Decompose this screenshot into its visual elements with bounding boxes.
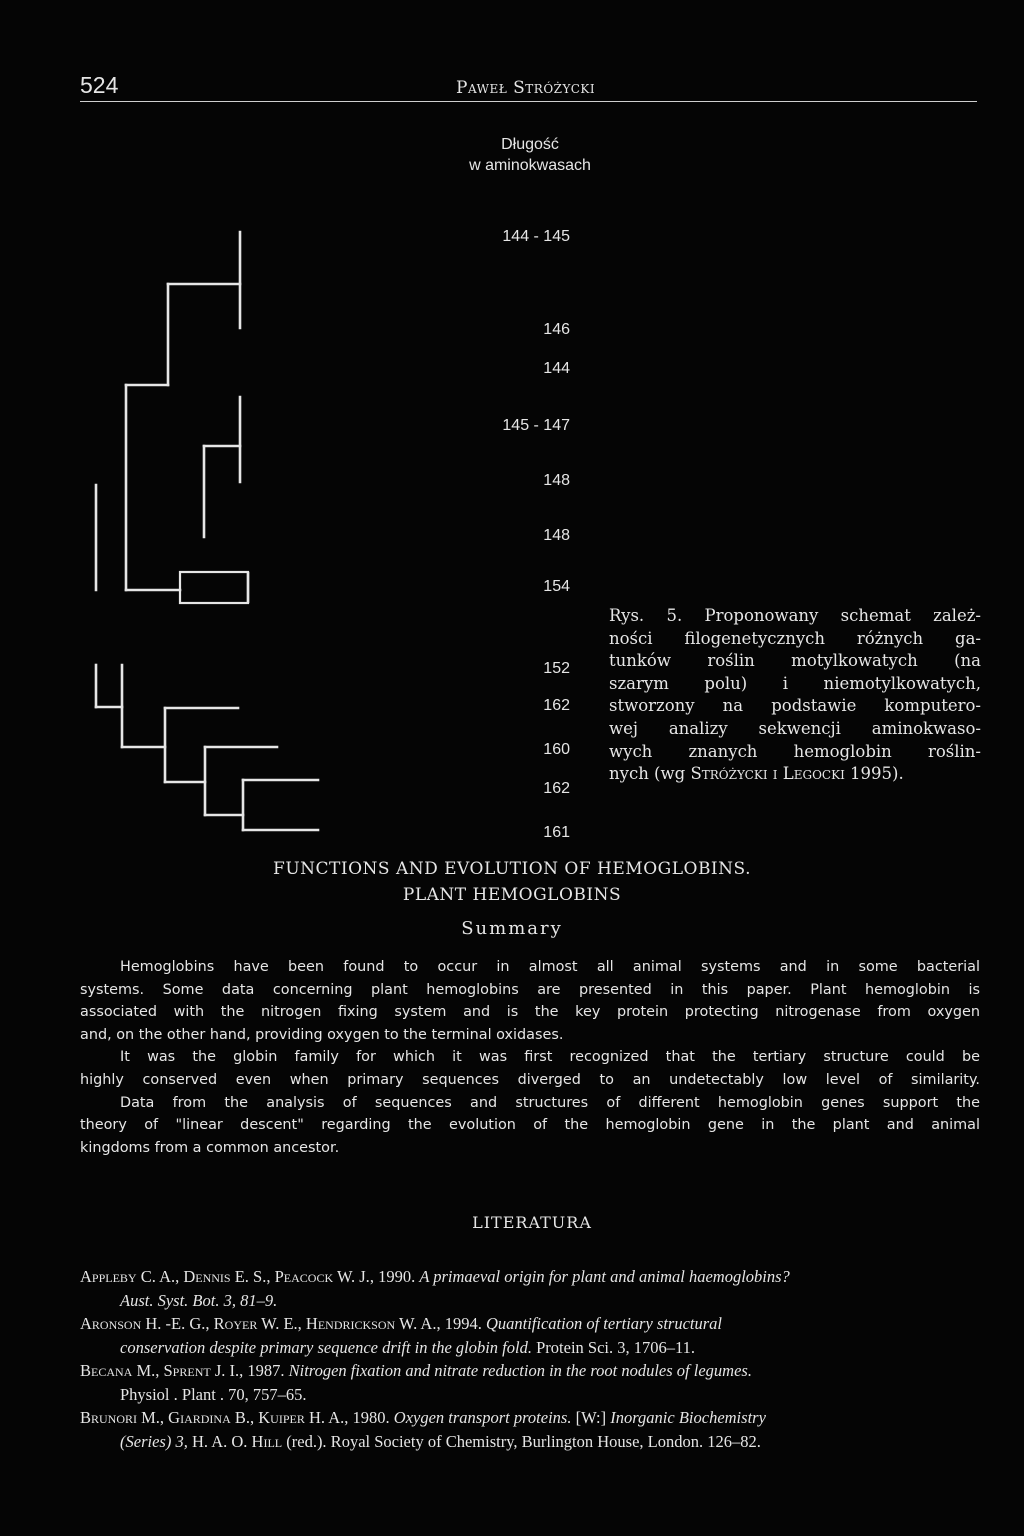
reference-title: Quantification of tertiary structural	[485, 1314, 722, 1333]
length-label: 145 - 147	[502, 417, 570, 434]
page-number: 524	[80, 72, 119, 98]
caption-line: ności filogenetycznych różnych ga-	[609, 628, 981, 648]
caption-line: szarym polu) i niemotylkowatych,	[609, 673, 981, 693]
reference-item	[80, 1359, 980, 1406]
reference-source: Physiol . Plant . 70, 757–65.	[120, 1384, 307, 1404]
reference-year: , 1987.	[239, 1361, 289, 1380]
running-head-author: Paweł Stróżycki	[456, 78, 596, 98]
reference-series: (Series) 3,	[120, 1431, 188, 1451]
reference-title-cont: conservation despite primary sequence drift in the globin fold.	[120, 1337, 532, 1357]
summary-line: associated with the nitrogen fixing system and is the key protein protecting nitrogenase from oxygen	[80, 1004, 980, 1021]
reference-line	[80, 1359, 980, 1383]
reference-source: Aust. Syst. Bot. 3, 81–9.	[120, 1290, 278, 1310]
summary-line: Data from the analysis of sequences and structures of different hemoglobin genes support the	[120, 1094, 980, 1111]
reference-item	[80, 1406, 980, 1453]
reference-line	[80, 1312, 980, 1336]
length-label: 154	[543, 578, 570, 595]
reference-list	[80, 1265, 980, 1453]
length-label: 144	[543, 360, 570, 377]
length-column-title-line1: Długość	[501, 136, 559, 153]
summary-subtitle: Summary	[461, 918, 563, 939]
reference-source-tail: (red.). Royal Society of Chemistry, Burlington House, London. 126–82.	[282, 1431, 761, 1451]
summary-line: It was the globin family for which it was first recognized that the tertiary structure could be	[120, 1049, 980, 1066]
summary-title-line2: PLANT HEMOGLOBINS	[402, 885, 622, 905]
summary-line: theory of "linear descent" regarding the evolution of the hemoglobin gene in the plant and animal	[80, 1117, 980, 1134]
summary-line: kingdoms from a common ancestor.	[80, 1139, 340, 1156]
caption-authors: Stróżycki i Legocki	[690, 764, 845, 784]
summary-line: highly conserved even when primary sequences diverged to an undetectably low level of similarity.	[80, 1071, 980, 1088]
length-label: 148	[543, 472, 570, 489]
length-label: 144 - 145	[502, 228, 570, 245]
caption-line: stworzony na podstawie komputero-	[609, 696, 981, 716]
reference-line	[80, 1406, 980, 1430]
literature-title: LITERATURA	[472, 1213, 592, 1232]
reference-authors: Brunori M., Giardina B., Kuiper H. A.	[80, 1408, 345, 1427]
length-label: 146	[543, 321, 570, 338]
caption-line: Rys. 5. Proponowany schemat zależ-	[609, 606, 981, 625]
length-label: 152	[543, 660, 570, 677]
reference-authors: Aronson H. -E. G., Royer W. E., Hendrickson W. A.	[80, 1314, 437, 1333]
summary-text	[80, 956, 980, 1159]
reference-authors: Appleby C. A., Dennis E. S., Peacock W. J.	[80, 1267, 370, 1286]
reference-line	[80, 1430, 980, 1454]
legume-grey-field	[180, 572, 248, 603]
length-label: 148	[543, 527, 570, 544]
reference-year: , 1990.	[369, 1267, 420, 1286]
caption-line	[609, 763, 981, 786]
reference-book-title: Inorganic Biochemistry	[610, 1408, 766, 1427]
summary-title-line1: FUNCTIONS AND EVOLUTION OF HEMOGLOBINS.	[273, 859, 751, 879]
reference-source: Protein Sci. 3, 1706–11.	[531, 1337, 695, 1357]
reference-year: , 1980.	[344, 1408, 394, 1427]
length-label: 162	[543, 780, 570, 797]
reference-line	[80, 1265, 980, 1289]
reference-editor: Hill	[251, 1431, 283, 1451]
caption-text: nych (wg	[609, 764, 691, 784]
summary-line: Hemoglobins have been found to occur in almost all animal systems and in some bacterial	[120, 959, 980, 975]
reference-item	[80, 1265, 980, 1312]
reference-year: , 1994.	[436, 1314, 486, 1333]
caption-line: wych znanych hemoglobin roślin-	[609, 741, 981, 761]
reference-title: A primaeval origin for plant and animal haemoglobins?	[419, 1267, 790, 1286]
length-label: 162	[543, 697, 570, 714]
summary-line: systems. Some data concerning plant hemoglobins are presented in this paper. Plant hemoglobin is	[80, 981, 980, 998]
length-label: 160	[543, 741, 570, 758]
summary-line: and, on the other hand, providing oxygen to the terminal oxidases.	[80, 1026, 564, 1043]
caption-text: 1995).	[844, 764, 904, 784]
figure-caption	[609, 605, 981, 786]
caption-line: tunków roślin motylkowatych (na	[609, 651, 981, 671]
length-label: 161	[543, 824, 570, 841]
reference-title: Oxygen transport proteins.	[393, 1408, 572, 1427]
reference-mid: [W:]	[571, 1408, 611, 1427]
reference-title: Nitrogen fixation and nitrate reduction in the root nodules of legumes.	[288, 1361, 752, 1380]
reference-item	[80, 1312, 980, 1359]
reference-authors: Becana M., Sprent J. I.	[80, 1361, 240, 1380]
length-column-title-line2: w aminokwasach	[469, 157, 591, 174]
reference-line	[80, 1336, 980, 1360]
caption-line: wej analizy sekwencji aminokwaso-	[609, 718, 981, 738]
reference-source: H. A. O.	[187, 1431, 252, 1451]
